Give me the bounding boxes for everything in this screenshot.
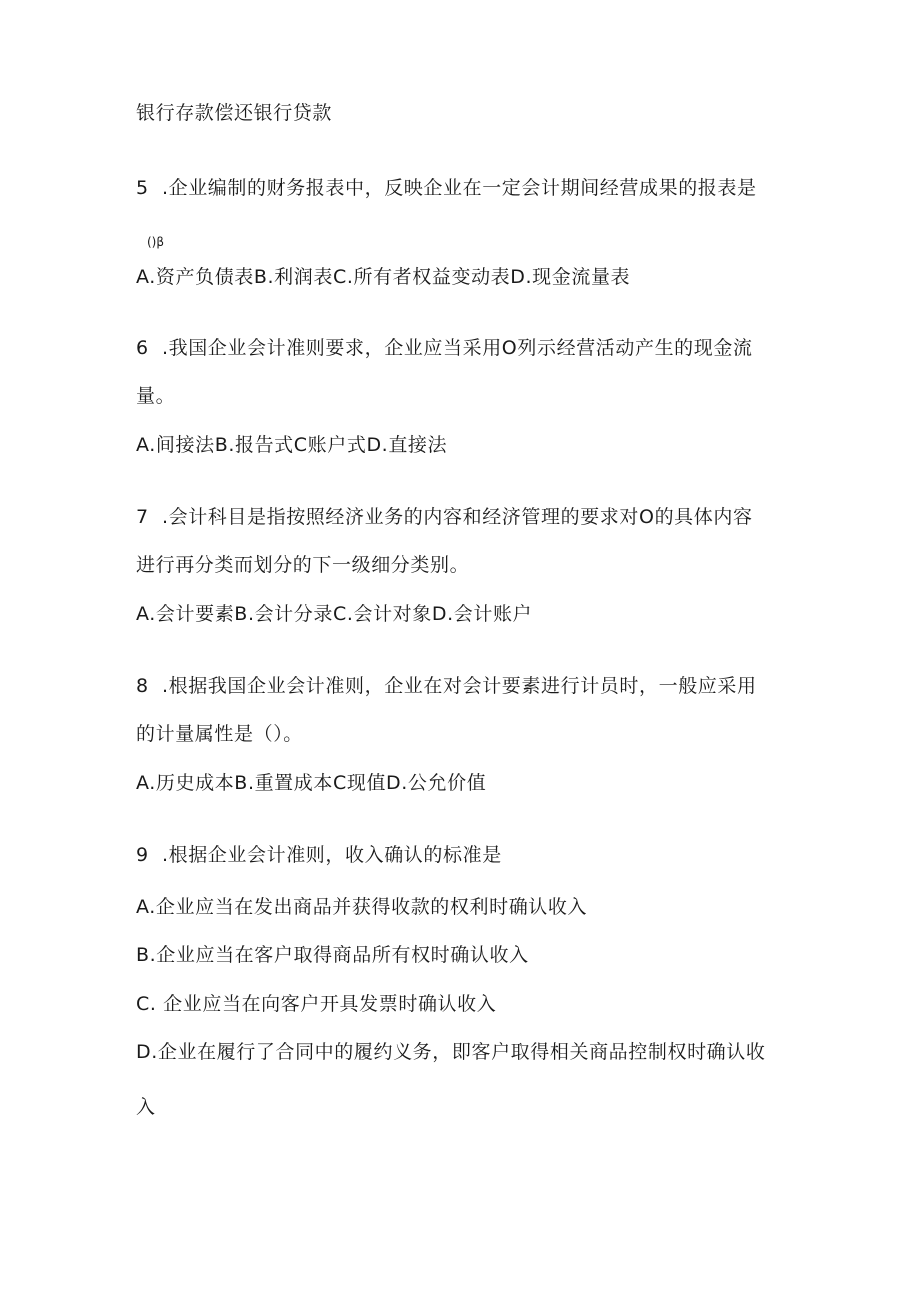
question-9-option-a: A.企业应当在发出商品并获得收款的权利时确认收入 <box>136 896 588 918</box>
question-8-stem-continued: 的计量属性是（）。 <box>136 723 303 745</box>
question-6-stem-continued: 量。 <box>136 385 176 407</box>
question-5-stem: 5 .企业编制的财务报表中，反映企业在一定会计期间经营成果的报表是 <box>136 177 757 199</box>
question-9-option-d-continued: 入 <box>136 1096 156 1118</box>
question-9-stem: 9 .根据企业会计准则，收入确认的标准是 <box>136 844 502 866</box>
answer-continuation-line: 银行存款偿还银行贷款 <box>136 102 333 124</box>
question-8-stem: 8 .根据我国企业会计准则，企业在对会计要素进行计员时，一般应采用 <box>136 675 757 697</box>
question-6-stem: 6 .我国企业会计准则要求，企业应当采用O列示经营活动产生的现金流 <box>136 337 753 359</box>
question-6-options: A.间接法B.报告式C账户式D.直接法 <box>136 434 448 456</box>
question-9-option-c: C. 企业应当在向客户开具发票时确认收入 <box>136 993 497 1015</box>
question-7-stem: 7 .会计科目是指按照经济业务的内容和经济管理的要求对O的具体内容 <box>136 506 753 528</box>
question-7-options: A.会计要素B.会计分录C.会计对象D.会计账户 <box>136 603 533 625</box>
question-9-option-b: B.企业应当在客户取得商品所有权时确认收入 <box>136 944 529 966</box>
question-5-options: A.资产负债表B.利润表C.所有者权益变动表D.现金流量表 <box>136 266 631 288</box>
question-5-blank: ()β <box>147 235 165 249</box>
question-8-options: A.历史成本B.重置成本C现值D.公允价值 <box>136 772 487 794</box>
question-9-option-d: D.企业在履行了合同中的履约义务，即客户取得相关商品控制权时确认收 <box>136 1041 766 1063</box>
question-7-stem-continued: 进行再分类而划分的下一级细分类别。 <box>136 554 470 576</box>
